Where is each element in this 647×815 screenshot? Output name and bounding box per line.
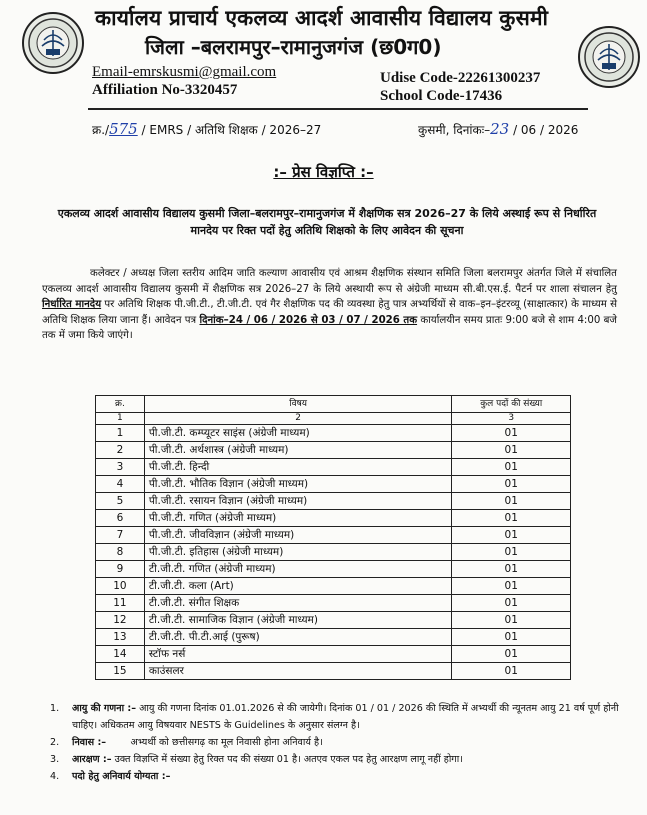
row-serial: 14 — [96, 646, 145, 663]
table-row — [96, 612, 571, 629]
vacancy-table — [95, 395, 571, 680]
row-subject: स्टॉफ नर्स — [144, 646, 452, 663]
index-cell: 2 — [144, 413, 452, 425]
note-item — [50, 734, 630, 751]
header-serial: क्र. — [96, 396, 145, 413]
table-row — [96, 629, 571, 646]
row-post-count: 01 — [452, 493, 571, 510]
press-release-title: :– प्रेस विज्ञप्ति :– — [273, 163, 374, 181]
row-post-count: 01 — [452, 527, 571, 544]
note-text — [72, 751, 630, 768]
table-row — [96, 646, 571, 663]
emblem-icon — [26, 16, 80, 70]
row-serial: 13 — [96, 629, 145, 646]
table-row — [96, 442, 571, 459]
affiliation-number: Affiliation No-3320457 — [92, 82, 238, 98]
header-divider — [88, 108, 588, 110]
row-post-count: 01 — [452, 629, 571, 646]
row-serial: 15 — [96, 663, 145, 680]
body-bold-honorarium: निर्धारित मानदेय — [42, 299, 102, 310]
row-post-count: 01 — [452, 425, 571, 442]
table-row — [96, 425, 571, 442]
row-post-count: 01 — [452, 544, 571, 561]
row-post-count: 01 — [452, 561, 571, 578]
row-subject: काउंसलर — [144, 663, 452, 680]
table-row — [96, 476, 571, 493]
row-serial: 8 — [96, 544, 145, 561]
date-prefix: कुसमी, दिनांकः– — [418, 123, 491, 137]
note-label: निवास :– — [72, 737, 107, 748]
ref-prefix: क्र./ — [92, 123, 110, 137]
body-text-2: पर अतिथि शिक्षक पी.जी.टी., टी.जी.टी. एवं गैर शैक्षणिक पद की व्यवस्था हेतु पात्र अभ्यर्थियों से वाक–इन–इंटरव्यू (साक्षात्कार) के माध्यम से अतिथि शिक्षक लिया जाना हैं। आवेदन पत्र — [42, 299, 617, 326]
row-serial: 12 — [96, 612, 145, 629]
school-emblem-left — [22, 12, 84, 74]
row-serial: 3 — [96, 459, 145, 476]
row-subject: पी.जी.टी. रसायन विज्ञान (अंग्रेजी माध्यम) — [144, 493, 452, 510]
note-body: उक्त विज्ञप्ति में संख्या हेतु रिक्त पद की संख्या 01 है। अतएव एकल पद हेतु आरक्षण लागू नहीं होगा। — [111, 754, 463, 765]
row-serial: 6 — [96, 510, 145, 527]
note-label: आरक्षण :– — [72, 754, 112, 765]
row-subject: पी.जी.टी. भौतिक विज्ञान (अंग्रेजी माध्यम) — [144, 476, 452, 493]
date-handwritten-day: 23 — [490, 120, 510, 138]
row-post-count: 01 — [452, 510, 571, 527]
note-text — [72, 700, 630, 734]
note-number: 2. — [50, 737, 60, 748]
table-row — [96, 595, 571, 612]
header-post-count: कुल पदों की संख्या — [452, 396, 571, 413]
notice-body — [42, 266, 617, 344]
row-serial: 4 — [96, 476, 145, 493]
row-serial: 10 — [96, 578, 145, 595]
row-post-count: 01 — [452, 612, 571, 629]
reference-number — [92, 120, 321, 138]
body-bold-dates: दिनांक–24 / 06 / 2026 से 03 / 07 / 2026 तक — [199, 314, 418, 326]
email-address: Email-emrskusmi@gmail.com — [92, 64, 277, 80]
note-item — [50, 768, 630, 785]
ref-suffix: / EMRS / अतिथि शिक्षक / 2026–27 — [141, 123, 322, 137]
notes-list — [50, 700, 630, 785]
table-row — [96, 527, 571, 544]
notice-subject: एकलव्य आदर्श आवासीय विद्यालय कुसमी जिला–बलरामपुर–रामानुजगंज में शैक्षणिक सत्र 2026–27 के लिये अस्थाई रूप से निर्धारित मानदेय पर रिक्त पदों हेतु अतिथि शिक्षको के लिए आवेदन की सूचना — [57, 207, 597, 237]
table-header-row — [96, 396, 571, 413]
row-subject: टी.जी.टी. पी.टी.आई (पुरूष) — [144, 629, 452, 646]
table-row — [96, 510, 571, 527]
row-post-count: 01 — [452, 578, 571, 595]
row-subject: पी.जी.टी. कम्प्यूटर साइंस (अंग्रेजी माध्यम) — [144, 425, 452, 442]
row-serial: 9 — [96, 561, 145, 578]
district-line: जिला –बलरामपुर–रामानुजगंज (छ0ग0) — [145, 35, 442, 59]
note-label: पदो हेतु अनिवार्य योग्यता :– — [72, 771, 171, 782]
row-subject: पी.जी.टी. इतिहास (अंग्रेजी माध्यम) — [144, 544, 452, 561]
school-code: School Code-17436 — [380, 88, 503, 104]
row-post-count: 01 — [452, 459, 571, 476]
office-title: कार्यालय प्राचार्य एकलव्य आदर्श आवासीय विद्यालय कुसमी — [95, 6, 549, 30]
table-row — [96, 493, 571, 510]
row-subject: टी.जी.टी. संगीत शिक्षक — [144, 595, 452, 612]
table-row — [96, 578, 571, 595]
date-rest: / 06 / 2026 — [513, 123, 579, 137]
note-body: आयु की गणना दिनांक 01.01.2026 से की जायेगी। दिनांक 01 / 01 / 2026 की स्थिति में अभ्यर्थी की न्यूनतम आयु 21 वर्ष पूर्ण होनी चाहिए। अधिकतम आयु विषयवार NESTS के Guidelines के अनुसार संलग्न है। — [72, 703, 622, 731]
row-post-count: 01 — [452, 646, 571, 663]
note-text — [72, 768, 630, 785]
press-release-heading — [0, 162, 647, 182]
note-text — [72, 734, 630, 751]
index-cell: 1 — [96, 413, 145, 425]
body-text-1: कलेक्टर / अध्यक्ष जिला स्तरीय आदिम जाति कल्याण आवासीय एवं आश्रम शैक्षणिक संस्थान समिति जिला बलरामपुर अंतर्गत जिले में संचालित एकलव्य आदर्श आवासीय विद्यालय कुसमी में शैक्षणिक सत्र 2026–27 के लिये अस्थायी रूप से अंग्रेजी माध्यम सी.बी.एस.ई. पैटर्न पर शाला संचालन हेतु — [42, 268, 617, 295]
row-subject: टी.जी.टी. गणित (अंग्रेजी माध्यम) — [144, 561, 452, 578]
row-subject: पी.जी.टी. हिन्दी — [144, 459, 452, 476]
note-number: 3. — [50, 754, 60, 765]
row-subject: पी.जी.टी. गणित (अंग्रेजी माध्यम) — [144, 510, 452, 527]
row-serial: 5 — [96, 493, 145, 510]
row-post-count: 01 — [452, 442, 571, 459]
issue-date — [418, 120, 578, 138]
row-post-count: 01 — [452, 663, 571, 680]
table-row — [96, 459, 571, 476]
row-subject: पी.जी.टी. अर्थशास्त्र (अंग्रेजी माध्यम) — [144, 442, 452, 459]
row-serial: 11 — [96, 595, 145, 612]
table-index-row — [96, 413, 571, 425]
note-body: अभ्यर्थी को छत्तीसगढ़ का मूल निवासी होना अनिवार्य है। — [106, 737, 323, 748]
ref-handwritten-number: 575 — [109, 120, 138, 138]
row-serial: 2 — [96, 442, 145, 459]
table-row — [96, 663, 571, 680]
row-post-count: 01 — [452, 595, 571, 612]
table-row — [96, 561, 571, 578]
emblem-icon — [582, 30, 636, 84]
row-subject: टी.जी.टी. सामाजिक विज्ञान (अंग्रेजी माध्यम) — [144, 612, 452, 629]
body-text-3: कार्यालयीन समय प्रातः 9:00 बजे से शाम 4:00 बजे तक में जमा किये जाएंगे। — [42, 314, 617, 341]
table-row — [96, 544, 571, 561]
note-item — [50, 751, 630, 768]
row-subject: पी.जी.टी. जीवविज्ञान (अंग्रेजी माध्यम) — [144, 527, 452, 544]
school-emblem-right — [578, 26, 640, 88]
note-item — [50, 700, 630, 734]
udise-code: Udise Code-22261300237 — [380, 70, 541, 86]
note-label: आयु की गणना :– — [72, 703, 137, 714]
row-post-count: 01 — [452, 476, 571, 493]
row-subject: टी.जी.टी. कला (Art) — [144, 578, 452, 595]
row-serial: 1 — [96, 425, 145, 442]
row-serial: 7 — [96, 527, 145, 544]
note-number: 1. — [50, 703, 60, 714]
note-number: 4. — [50, 771, 60, 782]
index-cell: 3 — [452, 413, 571, 425]
header-subject: विषय — [144, 396, 452, 413]
